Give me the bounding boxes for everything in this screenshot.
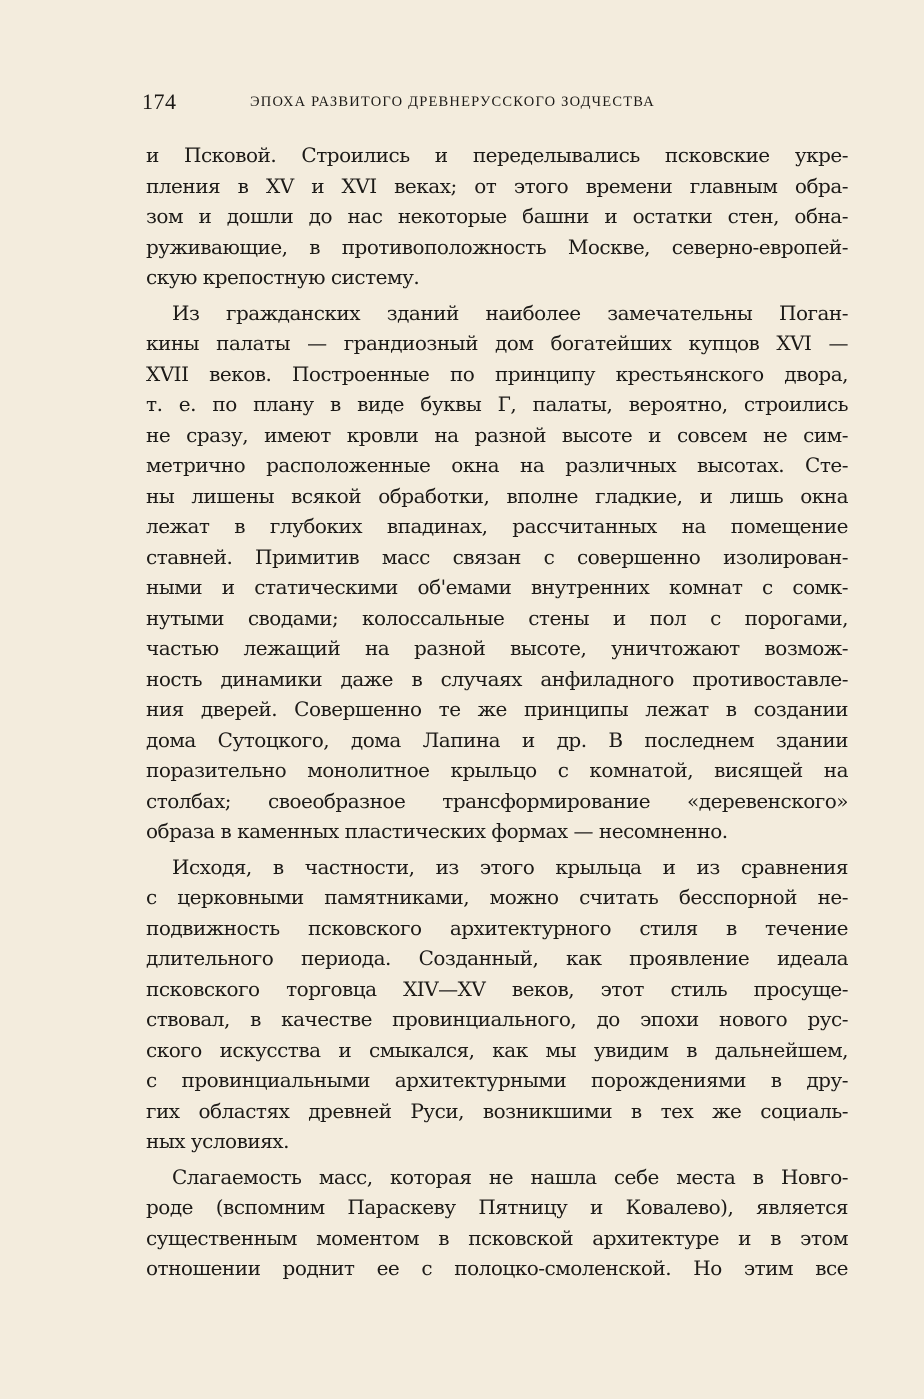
text-line: частью лежащий на разной высоте, уничтожают возмож- <box>146 636 848 660</box>
paragraph <box>146 852 848 1157</box>
text-line: ность динамики даже в случаях анфиладного противоставле- <box>146 666 848 691</box>
text-line: ставней. Примитив масс связан с совершенно изолирован- <box>146 544 848 569</box>
paragraph <box>146 298 848 847</box>
page-number: 174 <box>142 89 177 114</box>
page-header <box>142 89 782 119</box>
text-line: гих областях древней Руси, возникшими в тех же социаль- <box>146 1098 848 1123</box>
text-line: не сразу, имеют кровли на разной высоте и совсем не сим- <box>146 422 848 447</box>
text-line: зом и дошли до нас некоторые башни и остатки стен, обна- <box>146 204 848 228</box>
text-line: т. е. по плану в виде буквы Г, палаты, вероятно, строились <box>146 392 848 416</box>
paragraph <box>146 140 848 293</box>
text-line: дома Сутоцкого, дома Лапина и др. В последнем здании <box>146 727 848 752</box>
text-line: кины палаты — грандиозный дом богатейших купцов XVI — <box>146 331 848 355</box>
text-line: образа в каменных пластических формах — несомненно. <box>146 819 728 843</box>
text-line: Слагаемость масс, которая не нашла себе места в Новго- <box>172 1164 848 1189</box>
text-line: руживающие, в противоположность Москве, северно-европей- <box>146 234 848 259</box>
text-line: Исходя, в частности, из этого крыльца и из сравнения <box>172 854 848 879</box>
text-line: отношении роднит ее с полоцко-смоленской. Но этим все <box>146 1256 848 1280</box>
text-line: ствовал, в качестве провинциального, до эпохи нового рус- <box>146 1007 848 1031</box>
text-line: псковского торговца XIV—XV веков, этот стиль просуще- <box>146 976 848 1001</box>
text-line: с церковными памятниками, можно считать бесспорной не- <box>146 885 848 909</box>
text-line: нутыми сводами; колоссальные стены и пол с порогами, <box>146 605 848 630</box>
text-line: поразительно монолитное крыльцо с комнатой, висящей на <box>146 758 848 782</box>
text-line: длительного периода. Созданный, как проявление идеала <box>146 946 848 970</box>
text-line: ния дверей. Совершенно те же принципы лежат в создании <box>146 697 848 721</box>
text-line: с провинциальными архитектурными порождениями в дру- <box>146 1068 848 1092</box>
text-line: скую крепостную систему. <box>146 265 420 289</box>
text-line: лежат в глубоких впадинах, рассчитанных на помещение <box>146 514 848 538</box>
text-line: XVII веков. Построенные по принципу крестьянского двора, <box>146 361 848 386</box>
text-line: ными и статическими об'емами внутренних комнат с сомк- <box>146 575 848 599</box>
text-line: и Псковой. Строились и переделывались псковские укре- <box>146 143 848 167</box>
running-head: ЭПОХА РАЗВИТОГО ДРЕВНЕРУССКОГО ЗОДЧЕСТВА <box>250 94 655 110</box>
text-line: пления в XV и XVI веках; от этого времени главным обра- <box>146 173 848 198</box>
text-line: ского искусства и смыкался, как мы увидим в дальнейшем, <box>146 1037 848 1062</box>
text-line: ных условиях. <box>146 1129 289 1153</box>
text-line: существенным моментом в псковской архитектуре и в этом <box>146 1225 848 1250</box>
paragraph <box>146 1162 848 1284</box>
text-line: столбах; своеобразное трансформирование «деревенского» <box>146 788 848 813</box>
text-line: роде (вспомним Параскеву Пятницу и Ковалево), является <box>146 1195 848 1219</box>
body-text <box>146 140 848 1284</box>
text-line: ны лишены всякой обработки, вполне гладкие, и лишь окна <box>146 483 848 508</box>
text-line: Из гражданских зданий наиболее замечательны Поган- <box>172 300 848 325</box>
text-line: подвижность псковского архитектурного стиля в течение <box>146 915 848 940</box>
text-line: метрично расположенные окна на различных высотах. Сте- <box>146 453 848 477</box>
